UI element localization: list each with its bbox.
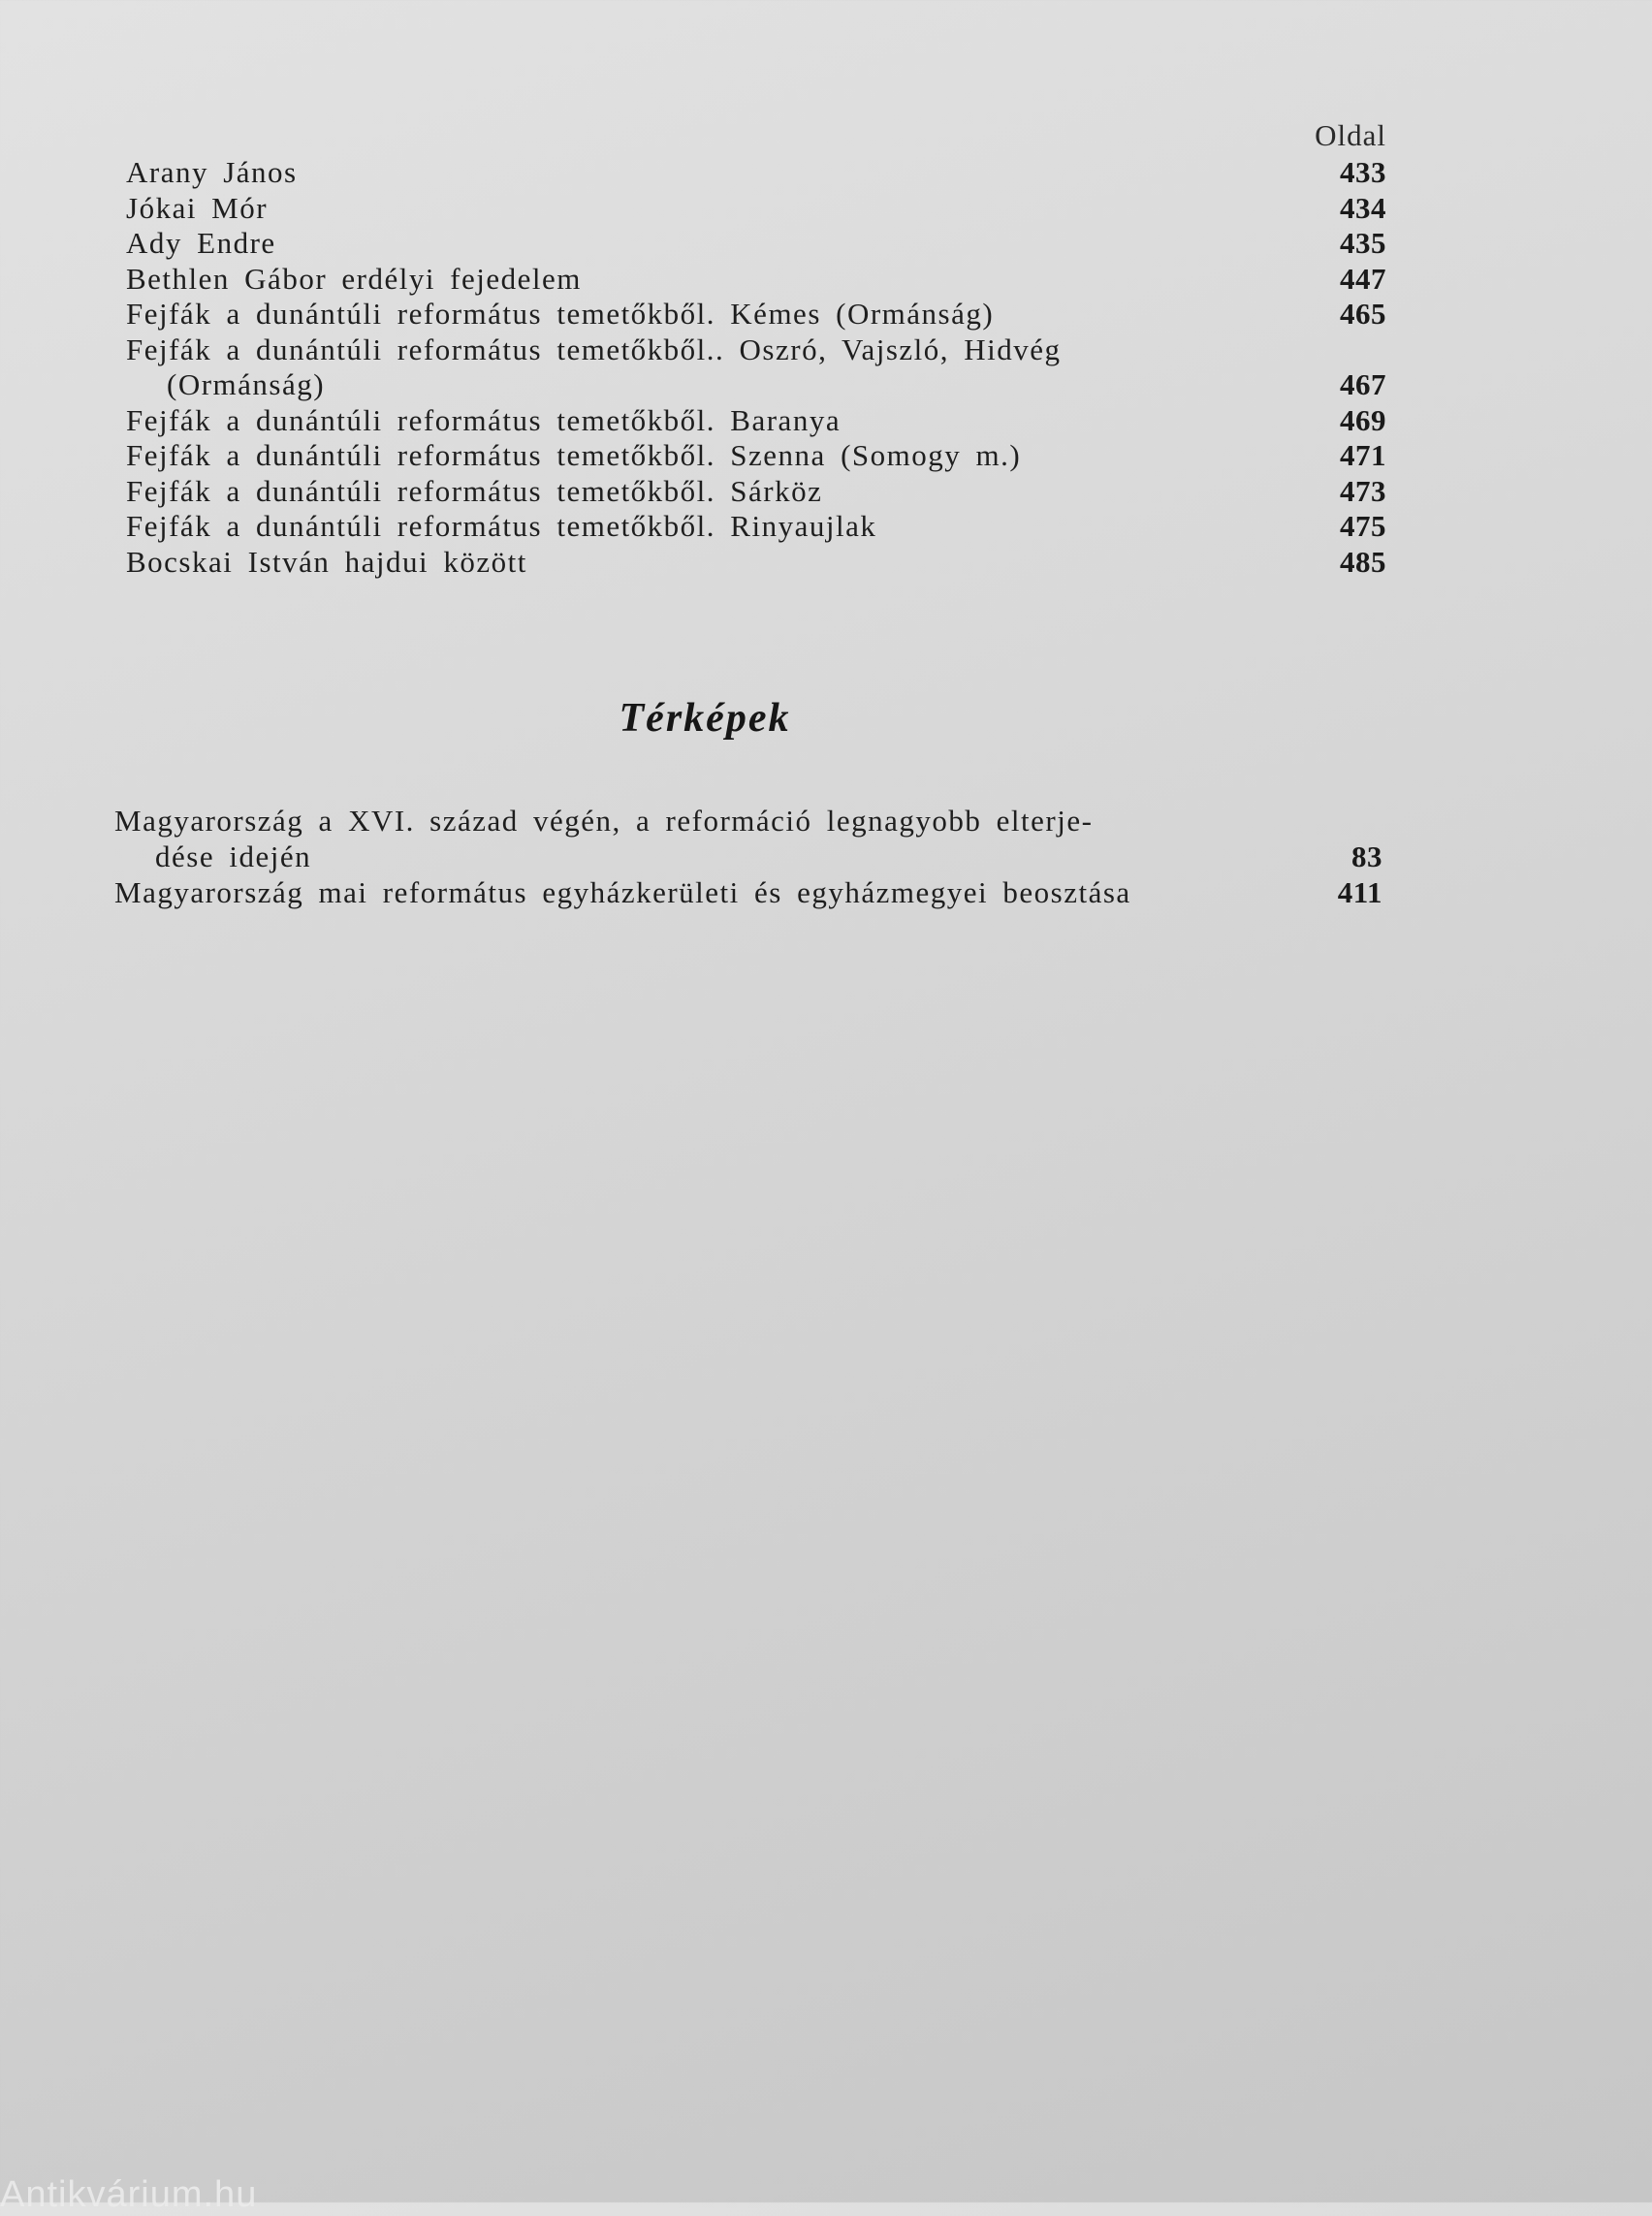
toc-entry-page: 435 (1340, 226, 1386, 260)
toc-entry (126, 191, 1386, 227)
toc-entry-title: Fejfák a dunántúli református temetőkből. Szenna (Somogy m.) (126, 438, 1022, 472)
toc-entry-page: 469 (1340, 402, 1386, 437)
toc-entry-title: Fejfák a dunántúli református temetőkből. Sárköz (126, 473, 823, 508)
map-entry-title: Magyarország a XVI. század végén, a reformáció legnagyobb elterje- (114, 804, 1094, 838)
page-column-header: Oldal (1315, 118, 1386, 152)
maps-list (114, 803, 1382, 910)
toc-entry (126, 474, 1386, 510)
toc-entry (126, 226, 1386, 262)
toc-entry (126, 509, 1386, 545)
toc-entry-title: Fejfák a dunántúli református temetőkből.. Oszró, Vajszló, Hidvég (126, 332, 1062, 366)
illustrations-list (126, 155, 1386, 580)
toc-entry-page: 467 (1340, 367, 1386, 401)
toc-entry-title: Arany János (126, 155, 298, 189)
map-entry (114, 874, 1382, 910)
toc-entry (126, 262, 1386, 298)
toc-entry-page: 434 (1340, 190, 1386, 225)
toc-entry-title: Jókai Mór (126, 190, 269, 225)
map-entry-title-continuation: dése idején (155, 839, 312, 873)
map-entry-page: 83 (1351, 839, 1382, 873)
toc-entry-title: Fejfák a dunántúli református temetőkből. Rinyaujlak (126, 509, 877, 543)
toc-entry-page: 473 (1340, 473, 1386, 508)
toc-entry-title: Fejfák a dunántúli református temetőkből. Baranya (126, 402, 842, 437)
toc-entry-page: 485 (1340, 544, 1386, 579)
toc-entry-title: Bocskai István hajdui között (126, 544, 527, 579)
toc-entry (126, 403, 1386, 439)
toc-entry-title: Ady Endre (126, 226, 276, 260)
toc-entry-title-continuation: (Ormánság) (167, 367, 326, 401)
toc-entry (126, 545, 1386, 581)
toc-entry (126, 297, 1386, 332)
toc-entry (126, 332, 1386, 403)
toc-entry-page: 471 (1340, 438, 1386, 472)
toc-entry (126, 438, 1386, 474)
watermark-text: Antikvárium.hu (0, 2174, 258, 2215)
toc-entry-page: 447 (1340, 261, 1386, 296)
toc-entry-page: 475 (1340, 509, 1386, 543)
toc-entry-title: Fejfák a dunántúli református temetőkből. Kémes (Ormánság) (126, 297, 995, 331)
toc-entry-page: 433 (1340, 155, 1386, 189)
maps-section-heading: Térképek (619, 696, 791, 741)
map-entry-title: Magyarország mai református egyházkerületi és egyházmegyei beosztása (114, 875, 1131, 909)
map-entry-page: 411 (1337, 875, 1382, 909)
map-entry (114, 803, 1382, 874)
toc-entry (126, 155, 1386, 191)
toc-entry-page: 465 (1340, 297, 1386, 331)
toc-entry-title: Bethlen Gábor erdélyi fejedelem (126, 261, 582, 296)
